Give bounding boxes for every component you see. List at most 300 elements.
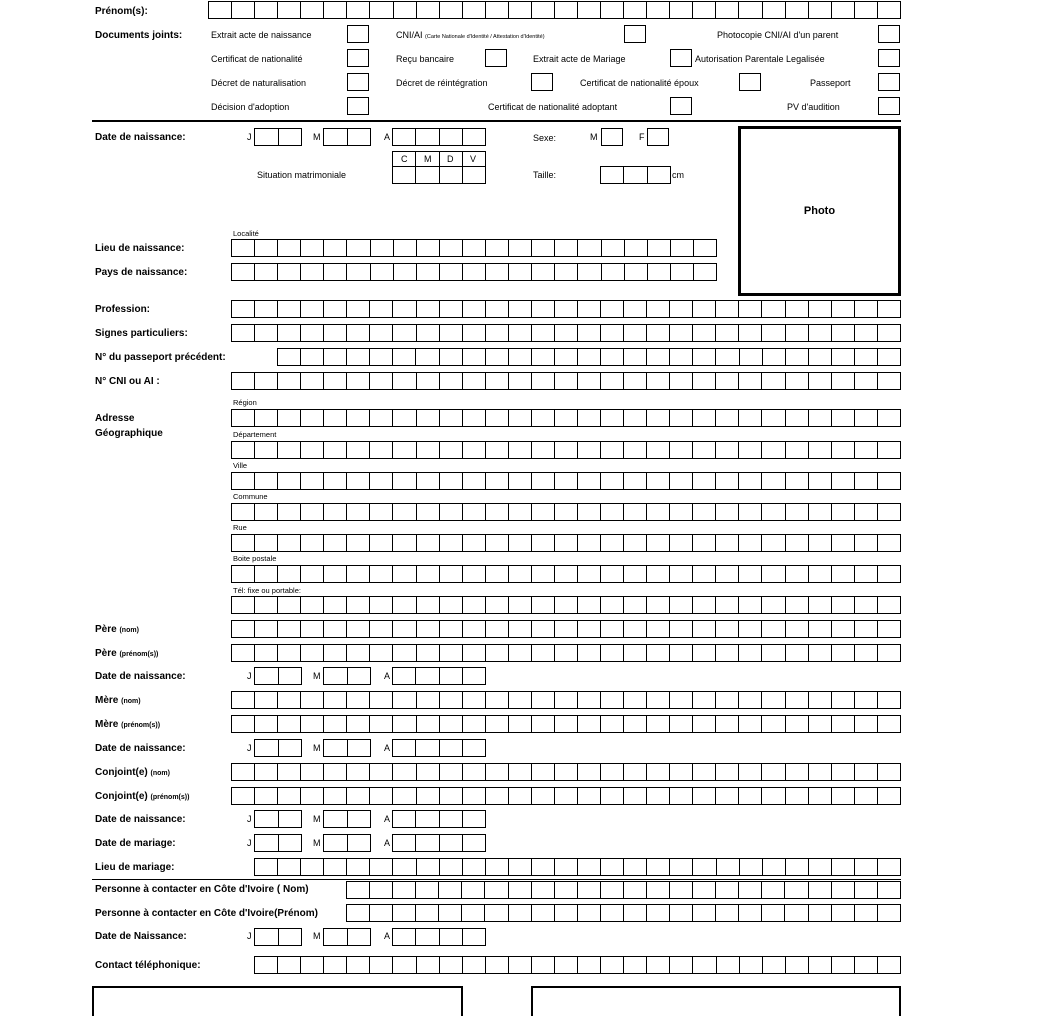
char-cell[interactable] [669,473,692,489]
char-cell[interactable] [508,957,531,973]
char-cell[interactable] [738,645,761,661]
char-cell[interactable] [347,905,369,921]
char-cell[interactable] [646,621,669,637]
char-cell[interactable] [393,740,415,756]
char-cell[interactable] [323,473,346,489]
char-cell[interactable] [877,882,900,898]
char-cell[interactable] [877,788,900,804]
char-cell[interactable] [531,240,554,256]
char-cell[interactable] [577,692,600,708]
char-cell[interactable] [416,240,439,256]
char-cell[interactable] [624,240,647,256]
char-cell[interactable] [439,645,462,661]
char-cell[interactable] [739,859,762,875]
lieu-naissance-boxes[interactable] [231,239,717,257]
char-cell[interactable] [601,167,623,183]
char-cell[interactable] [554,373,577,389]
char-cell[interactable] [324,811,347,827]
char-cell[interactable] [877,301,900,317]
char-cell[interactable] [715,504,738,520]
char-cell[interactable] [346,716,369,732]
doc-autorisation-parentale-checkbox[interactable] [878,49,900,67]
char-cell[interactable] [554,325,577,341]
char-cell[interactable] [554,692,577,708]
char-cell[interactable] [416,764,439,780]
char-cell[interactable] [646,442,669,458]
char-cell[interactable] [738,621,761,637]
char-cell[interactable] [277,240,300,256]
char-cell[interactable] [508,473,531,489]
char-cell[interactable] [300,621,323,637]
tel-boxes[interactable] [231,596,901,614]
char-cell[interactable] [392,957,415,973]
char-cell[interactable] [646,325,669,341]
char-cell[interactable] [738,716,761,732]
char-cell[interactable] [439,929,462,945]
char-cell[interactable] [508,692,531,708]
char-cell[interactable] [669,859,692,875]
char-cell[interactable] [254,504,277,520]
char-cell[interactable] [508,764,531,780]
boite-postale-boxes[interactable] [231,565,901,583]
char-cell[interactable] [669,349,692,365]
char-cell[interactable] [323,957,346,973]
char-cell[interactable] [670,240,693,256]
char-cell[interactable] [369,882,392,898]
char-cell[interactable] [300,410,323,426]
char-cell[interactable] [854,2,877,18]
char-cell[interactable] [277,788,300,804]
char-cell[interactable] [346,240,369,256]
char-cell[interactable] [277,373,300,389]
char-cell[interactable] [392,301,415,317]
char-cell[interactable] [761,645,784,661]
char-cell[interactable] [439,566,462,582]
char-cell[interactable] [392,716,415,732]
char-cell[interactable] [692,473,715,489]
char-cell[interactable] [854,373,877,389]
mariage-date-month-boxes[interactable] [323,834,371,852]
char-cell[interactable] [669,716,692,732]
mere-date-day-boxes[interactable] [254,739,302,757]
char-cell[interactable] [254,645,277,661]
char-cell[interactable] [393,2,416,18]
char-cell[interactable] [762,349,785,365]
char-cell[interactable] [347,668,371,684]
char-cell[interactable] [439,240,462,256]
char-cell[interactable] [877,645,900,661]
mariage-date-year-boxes[interactable] [392,834,486,852]
char-cell[interactable] [232,692,254,708]
char-cell[interactable] [278,349,300,365]
char-cell[interactable] [324,740,347,756]
char-cell[interactable] [715,692,738,708]
char-cell[interactable] [323,859,346,875]
char-cell[interactable] [369,692,392,708]
char-cell[interactable] [462,716,485,732]
char-cell[interactable] [438,905,461,921]
char-cell[interactable] [439,668,462,684]
char-cell[interactable] [808,325,831,341]
char-cell[interactable] [831,692,854,708]
char-cell[interactable] [554,566,577,582]
char-cell[interactable] [554,645,577,661]
char-cell[interactable] [508,2,531,18]
char-cell[interactable] [485,240,508,256]
doc-decret-naturalisation-checkbox[interactable] [347,73,369,91]
char-cell[interactable] [623,504,646,520]
char-cell[interactable] [485,504,508,520]
char-cell[interactable] [808,645,831,661]
char-cell[interactable] [761,442,784,458]
char-cell[interactable] [854,504,877,520]
char-cell[interactable] [393,240,416,256]
char-cell[interactable] [346,788,369,804]
char-cell[interactable] [369,373,392,389]
char-cell[interactable] [231,2,254,18]
char-cell[interactable] [415,668,438,684]
char-cell[interactable] [600,645,623,661]
char-cell[interactable] [439,957,462,973]
char-cell[interactable] [277,264,300,280]
char-cell[interactable] [369,504,392,520]
char-cell[interactable] [784,905,807,921]
char-cell[interactable] [738,442,761,458]
char-cell[interactable] [831,504,854,520]
char-cell[interactable] [738,788,761,804]
char-cell[interactable] [277,325,300,341]
char-cell[interactable] [808,473,831,489]
char-cell[interactable] [254,325,277,341]
char-cell[interactable] [416,621,439,637]
char-cell[interactable] [439,442,462,458]
char-cell[interactable] [416,373,439,389]
char-cell[interactable] [669,504,692,520]
date-naissance-month-boxes[interactable] [323,128,371,146]
char-cell[interactable] [854,301,877,317]
char-cell[interactable] [600,597,623,613]
char-cell[interactable] [716,859,739,875]
pere-nom-boxes[interactable] [231,620,901,638]
char-cell[interactable] [577,349,600,365]
char-cell[interactable] [323,621,346,637]
char-cell[interactable] [393,668,415,684]
char-cell[interactable] [485,442,508,458]
char-cell[interactable] [808,442,831,458]
char-cell[interactable] [300,349,323,365]
conjoint-date-month-boxes[interactable] [323,810,371,828]
char-cell[interactable] [577,325,600,341]
char-cell[interactable] [877,349,900,365]
char-cell[interactable] [347,929,371,945]
char-cell[interactable] [831,349,854,365]
char-cell[interactable] [439,764,462,780]
char-cell[interactable] [255,859,277,875]
mere-nom-boxes[interactable] [231,691,901,709]
char-cell[interactable] [854,645,877,661]
char-cell[interactable] [232,240,254,256]
contact-tel-boxes[interactable] [254,956,901,974]
char-cell[interactable] [554,349,577,365]
char-cell[interactable] [715,882,738,898]
char-cell[interactable] [623,692,646,708]
char-cell[interactable] [831,957,854,973]
char-cell[interactable] [392,325,415,341]
char-cell[interactable] [600,859,623,875]
char-cell[interactable] [577,597,600,613]
char-cell[interactable] [324,929,347,945]
char-cell[interactable] [715,349,738,365]
char-cell[interactable] [439,504,462,520]
char-cell[interactable] [785,504,808,520]
char-cell[interactable] [346,957,369,973]
char-cell[interactable] [600,621,623,637]
char-cell[interactable] [508,859,531,875]
char-cell[interactable] [232,764,254,780]
char-cell[interactable] [877,764,900,780]
char-cell[interactable] [554,764,577,780]
char-cell[interactable] [831,373,854,389]
char-cell[interactable] [254,373,277,389]
char-cell[interactable] [623,716,646,732]
char-cell[interactable] [623,167,646,183]
char-cell[interactable] [392,859,415,875]
char-cell[interactable] [877,325,900,341]
char-cell[interactable] [692,301,715,317]
char-cell[interactable] [416,410,439,426]
photo-box[interactable] [738,126,901,296]
char-cell[interactable] [277,645,300,661]
char-cell[interactable] [531,535,554,551]
char-cell[interactable] [600,905,623,921]
char-cell[interactable] [277,535,300,551]
char-cell[interactable] [462,957,485,973]
char-cell[interactable] [808,349,831,365]
char-cell[interactable] [577,504,600,520]
char-cell[interactable] [439,473,462,489]
char-cell[interactable] [485,410,508,426]
char-cell[interactable] [232,264,254,280]
char-cell[interactable] [715,621,738,637]
char-cell[interactable] [393,167,415,183]
char-cell[interactable] [577,410,600,426]
char-cell[interactable] [300,264,323,280]
char-cell[interactable] [623,2,646,18]
char-cell[interactable] [692,859,715,875]
char-cell[interactable] [508,504,531,520]
char-cell[interactable] [577,442,600,458]
char-cell[interactable] [623,349,646,365]
char-cell[interactable] [831,621,854,637]
char-cell[interactable] [762,859,785,875]
char-cell[interactable] [831,301,854,317]
char-cell[interactable] [369,473,392,489]
char-cell[interactable] [255,957,277,973]
char-cell[interactable] [877,535,900,551]
char-cell[interactable] [462,535,485,551]
char-cell[interactable] [323,301,346,317]
char-cell[interactable] [369,859,392,875]
char-cell[interactable] [323,325,346,341]
char-cell[interactable] [485,566,508,582]
char-cell[interactable] [369,716,392,732]
char-cell[interactable] [808,504,831,520]
char-cell[interactable] [461,905,484,921]
char-cell[interactable] [323,2,346,18]
doc-decision-adoption-checkbox[interactable] [347,97,369,115]
char-cell[interactable] [623,410,646,426]
char-cell[interactable] [669,764,692,780]
char-cell[interactable] [508,264,531,280]
char-cell[interactable] [416,957,439,973]
char-cell[interactable] [531,764,554,780]
char-cell[interactable] [808,859,831,875]
char-cell[interactable] [346,264,369,280]
char-cell[interactable] [415,811,438,827]
char-cell[interactable] [462,473,485,489]
char-cell[interactable] [623,325,646,341]
char-cell[interactable] [762,957,785,973]
char-cell[interactable] [416,442,439,458]
char-cell[interactable] [369,957,392,973]
char-cell[interactable] [232,621,254,637]
char-cell[interactable] [369,325,392,341]
char-cell[interactable] [392,597,415,613]
char-cell[interactable] [392,621,415,637]
char-cell[interactable] [323,264,346,280]
pere-prenoms-boxes[interactable] [231,644,901,662]
char-cell[interactable] [508,301,531,317]
char-cell[interactable] [646,410,669,426]
char-cell[interactable] [439,129,462,145]
char-cell[interactable] [877,504,900,520]
char-cell[interactable] [738,535,761,551]
char-cell[interactable] [415,167,438,183]
char-cell[interactable] [854,473,877,489]
char-cell[interactable] [669,957,692,973]
char-cell[interactable] [462,167,485,183]
char-cell[interactable] [738,473,761,489]
char-cell[interactable] [439,788,462,804]
char-cell[interactable] [392,442,415,458]
char-cell[interactable] [739,349,762,365]
char-cell[interactable] [577,764,600,780]
char-cell[interactable] [323,764,346,780]
char-cell[interactable] [623,764,646,780]
char-cell[interactable] [600,504,623,520]
char-cell[interactable] [761,535,784,551]
char-cell[interactable] [761,473,784,489]
char-cell[interactable] [278,835,302,851]
char-cell[interactable] [531,264,554,280]
char-cell[interactable] [508,645,531,661]
char-cell[interactable] [808,566,831,582]
char-cell[interactable] [831,325,854,341]
char-cell[interactable] [462,692,485,708]
char-cell[interactable] [600,373,623,389]
char-cell[interactable] [531,882,554,898]
char-cell[interactable] [277,859,300,875]
char-cell[interactable] [854,566,877,582]
char-cell[interactable] [439,740,462,756]
char-cell[interactable] [531,325,554,341]
char-cell[interactable] [761,621,784,637]
char-cell[interactable] [715,597,738,613]
char-cell[interactable] [761,410,784,426]
char-cell[interactable] [347,835,371,851]
char-cell[interactable] [692,716,715,732]
char-cell[interactable] [692,645,715,661]
char-cell[interactable] [277,764,300,780]
char-cell[interactable] [346,504,369,520]
char-cell[interactable] [232,645,254,661]
char-cell[interactable] [623,301,646,317]
char-cell[interactable] [415,349,438,365]
char-cell[interactable] [300,957,323,973]
char-cell[interactable] [346,645,369,661]
char-cell[interactable] [623,882,646,898]
doc-cert-nationalite-epoux-checkbox[interactable] [739,73,761,91]
char-cell[interactable] [324,835,347,851]
doc-recu-bancaire-checkbox[interactable] [485,49,507,67]
char-cell[interactable] [232,504,254,520]
char-cell[interactable] [370,240,393,256]
char-cell[interactable] [877,566,900,582]
char-cell[interactable] [531,788,554,804]
char-cell[interactable] [692,788,715,804]
char-cell[interactable] [646,504,669,520]
char-cell[interactable] [484,882,507,898]
char-cell[interactable] [531,301,554,317]
char-cell[interactable] [692,504,715,520]
char-cell[interactable] [600,535,623,551]
char-cell[interactable] [508,621,531,637]
char-cell[interactable] [277,301,300,317]
char-cell[interactable] [577,373,600,389]
char-cell[interactable] [439,716,462,732]
char-cell[interactable] [761,504,784,520]
char-cell[interactable] [831,645,854,661]
char-cell[interactable] [785,597,808,613]
char-cell[interactable] [623,645,646,661]
char-cell[interactable] [554,716,577,732]
mere-date-month-boxes[interactable] [323,739,371,757]
char-cell[interactable] [554,621,577,637]
char-cell[interactable] [462,504,485,520]
char-cell[interactable] [300,645,323,661]
char-cell[interactable] [278,740,302,756]
char-cell[interactable] [461,882,484,898]
doc-extrait-mariage-checkbox[interactable] [670,49,692,67]
doc-cni-ai-checkbox[interactable] [624,25,646,43]
prenoms-input-boxes[interactable] [208,1,901,19]
char-cell[interactable] [323,373,346,389]
char-cell[interactable] [646,473,669,489]
char-cell[interactable] [277,957,300,973]
char-cell[interactable] [416,566,439,582]
char-cell[interactable] [554,535,577,551]
char-cell[interactable] [508,566,531,582]
char-cell[interactable] [439,692,462,708]
char-cell[interactable] [692,621,715,637]
char-cell[interactable] [346,301,369,317]
char-cell[interactable] [623,597,646,613]
char-cell[interactable] [715,410,738,426]
char-cell[interactable] [531,566,554,582]
char-cell[interactable] [369,2,392,18]
char-cell[interactable] [531,859,554,875]
char-cell[interactable] [646,349,669,365]
